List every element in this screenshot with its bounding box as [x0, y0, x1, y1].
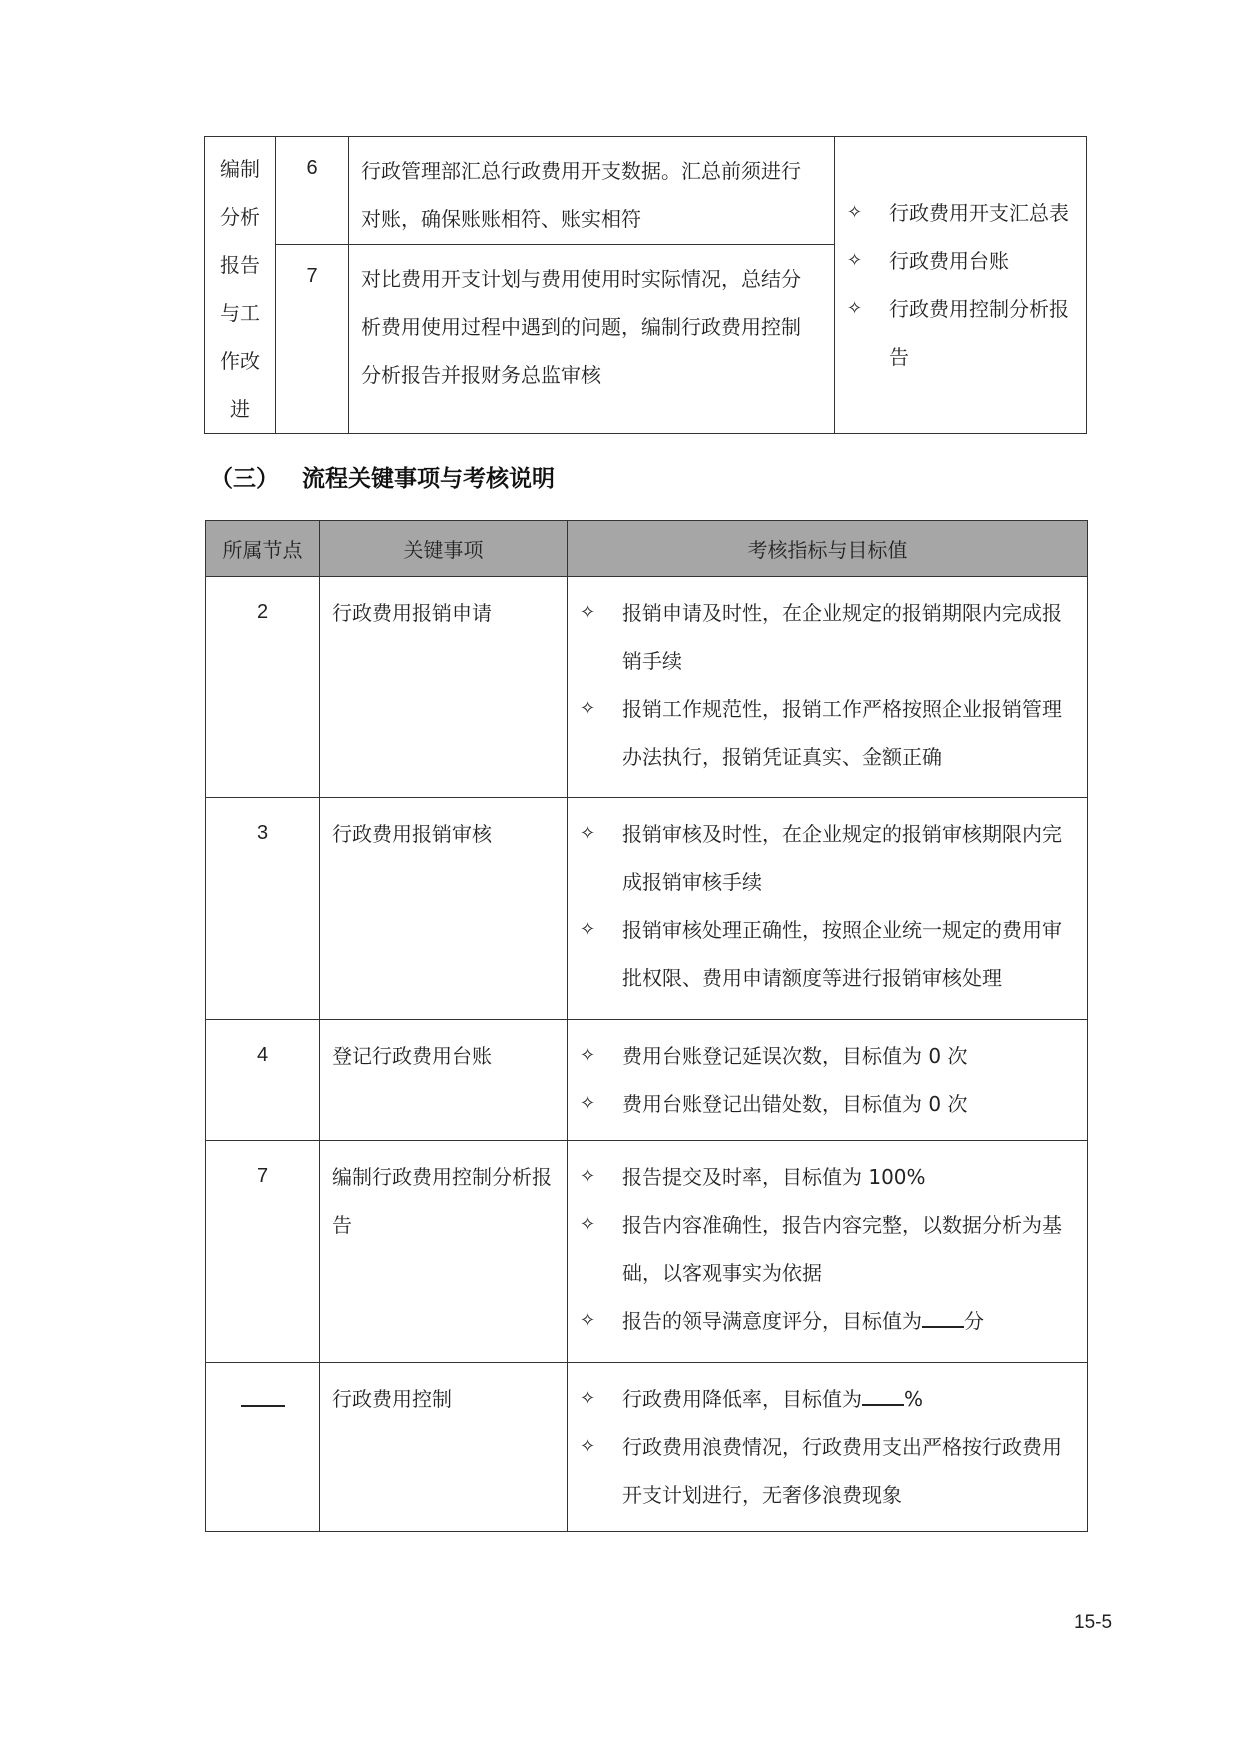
indicator-text: 行政费用降低率，目标值为 [622, 1387, 862, 1411]
step-number: 6 [276, 137, 349, 245]
table-row [206, 1020, 1088, 1141]
indicator-cell [568, 1020, 1088, 1141]
key-items-table [205, 520, 1088, 1532]
indicator-cell [568, 798, 1088, 1020]
indicator-item [580, 1153, 1079, 1201]
key-item-cell: 登记行政费用台账 [320, 1020, 568, 1141]
indicator-item [580, 1375, 1079, 1423]
table-row [206, 577, 1088, 798]
indicator-item [580, 589, 1079, 685]
key-item-cell: 编制行政费用控制分析报告 [320, 1141, 568, 1363]
indicator-text-with-blank [622, 1375, 1079, 1423]
node-cell: 2 [206, 577, 320, 798]
header-indicator: 考核指标与目标值 [568, 521, 1088, 577]
indicator-text: 报告的领导满意度评分，目标值为 [622, 1309, 922, 1333]
indicator-text: 报销工作规范性，报销工作严格按照企业报销管理办法执行，报销凭证真实、金额正确 [622, 697, 1062, 769]
indicator-unit: 分 [964, 1309, 984, 1333]
indicator-item [580, 906, 1079, 1002]
output-item [847, 237, 1076, 285]
diamond-bullet-icon: ✧ [580, 1436, 596, 1457]
page-number: 15-5 [1074, 1612, 1113, 1633]
indicator-item [580, 1080, 1079, 1128]
diamond-bullet-icon: ✧ [580, 1214, 596, 1235]
indicator-item [580, 1423, 1079, 1519]
stage-text: 编制分析报告与工作改进 [220, 157, 260, 421]
indicator-item [580, 1297, 1079, 1345]
diamond-bullet-icon: ✧ [580, 602, 596, 623]
indicator-unit: % [904, 1387, 924, 1411]
node-cell [206, 1363, 320, 1532]
step-description: 对比费用开支计划与费用使用时实际情况，总结分析费用使用过程中遇到的问题，编制行政费用控制分析报告并报财务总监审核 [349, 244, 835, 433]
indicator-item [580, 685, 1079, 781]
indicator-item [580, 810, 1079, 906]
step-description: 行政管理部汇总行政费用开支数据。汇总前须进行对账，确保账账相符、账实相符 [349, 137, 835, 245]
diamond-bullet-icon: ✧ [580, 1388, 596, 1409]
stage-cell [205, 137, 276, 434]
indicator-text: 报告内容准确性，报告内容完整，以数据分析为基础，以客观事实为依据 [622, 1213, 1062, 1285]
indicator-cell [568, 1363, 1088, 1532]
indicator-text: 费用台账登记出错处数，目标值为 0 次 [622, 1092, 968, 1116]
diamond-bullet-icon: ✧ [847, 250, 863, 271]
indicator-text: 报销审核处理正确性，按照企业统一规定的费用审批权限、费用申请额度等进行报销审核处理 [622, 918, 1062, 990]
diamond-bullet-icon: ✧ [580, 1045, 596, 1066]
indicator-item [580, 1032, 1079, 1080]
process-table-continuation [204, 136, 1087, 434]
key-item-cell: 行政费用控制 [320, 1363, 568, 1532]
key-item-cell: 行政费用报销审核 [320, 798, 568, 1020]
fill-in-blank [922, 1304, 964, 1328]
step-number: 7 [276, 244, 349, 433]
node-cell: 4 [206, 1020, 320, 1141]
indicator-text-with-blank [622, 1297, 1079, 1345]
table-row [206, 1363, 1088, 1532]
fill-in-blank [862, 1382, 904, 1406]
table-row [206, 1141, 1088, 1363]
key-item-cell: 行政费用报销申请 [320, 577, 568, 798]
section-number: （三） [210, 466, 279, 492]
header-key-item: 关键事项 [320, 521, 568, 577]
output-text: 行政费用台账 [889, 249, 1009, 273]
table-row [206, 798, 1088, 1020]
diamond-bullet-icon: ✧ [580, 823, 596, 844]
indicator-text: 报销申请及时性，在企业规定的报销期限内完成报销手续 [622, 601, 1062, 673]
output-item [847, 285, 1076, 381]
diamond-bullet-icon: ✧ [580, 919, 596, 940]
indicator-cell [568, 577, 1088, 798]
section-heading [210, 460, 555, 493]
diamond-bullet-icon: ✧ [847, 202, 863, 223]
fill-in-blank [241, 1383, 285, 1407]
diamond-bullet-icon: ✧ [580, 1093, 596, 1114]
diamond-bullet-icon: ✧ [847, 298, 863, 319]
header-node: 所属节点 [206, 521, 320, 577]
diamond-bullet-icon: ✧ [580, 1166, 596, 1187]
node-cell: 3 [206, 798, 320, 1020]
section-title: 流程关键事项与考核说明 [302, 466, 555, 492]
diamond-bullet-icon: ✧ [580, 698, 596, 719]
output-item [847, 189, 1076, 237]
indicator-text: 行政费用浪费情况，行政费用支出严格按行政费用开支计划进行，无奢侈浪费现象 [622, 1435, 1062, 1507]
indicator-text: 费用台账登记延误次数，目标值为 0 次 [622, 1044, 968, 1068]
output-text: 行政费用控制分析报告 [889, 297, 1069, 369]
indicator-cell [568, 1141, 1088, 1363]
output-text: 行政费用开支汇总表 [889, 201, 1069, 225]
indicator-text: 报销审核及时性，在企业规定的报销审核期限内完成报销审核手续 [622, 822, 1062, 894]
output-cell [835, 137, 1087, 434]
indicator-text: 报告提交及时率，目标值为 100% [622, 1165, 926, 1189]
indicator-item [580, 1201, 1079, 1297]
diamond-bullet-icon: ✧ [580, 1310, 596, 1331]
node-cell: 7 [206, 1141, 320, 1363]
